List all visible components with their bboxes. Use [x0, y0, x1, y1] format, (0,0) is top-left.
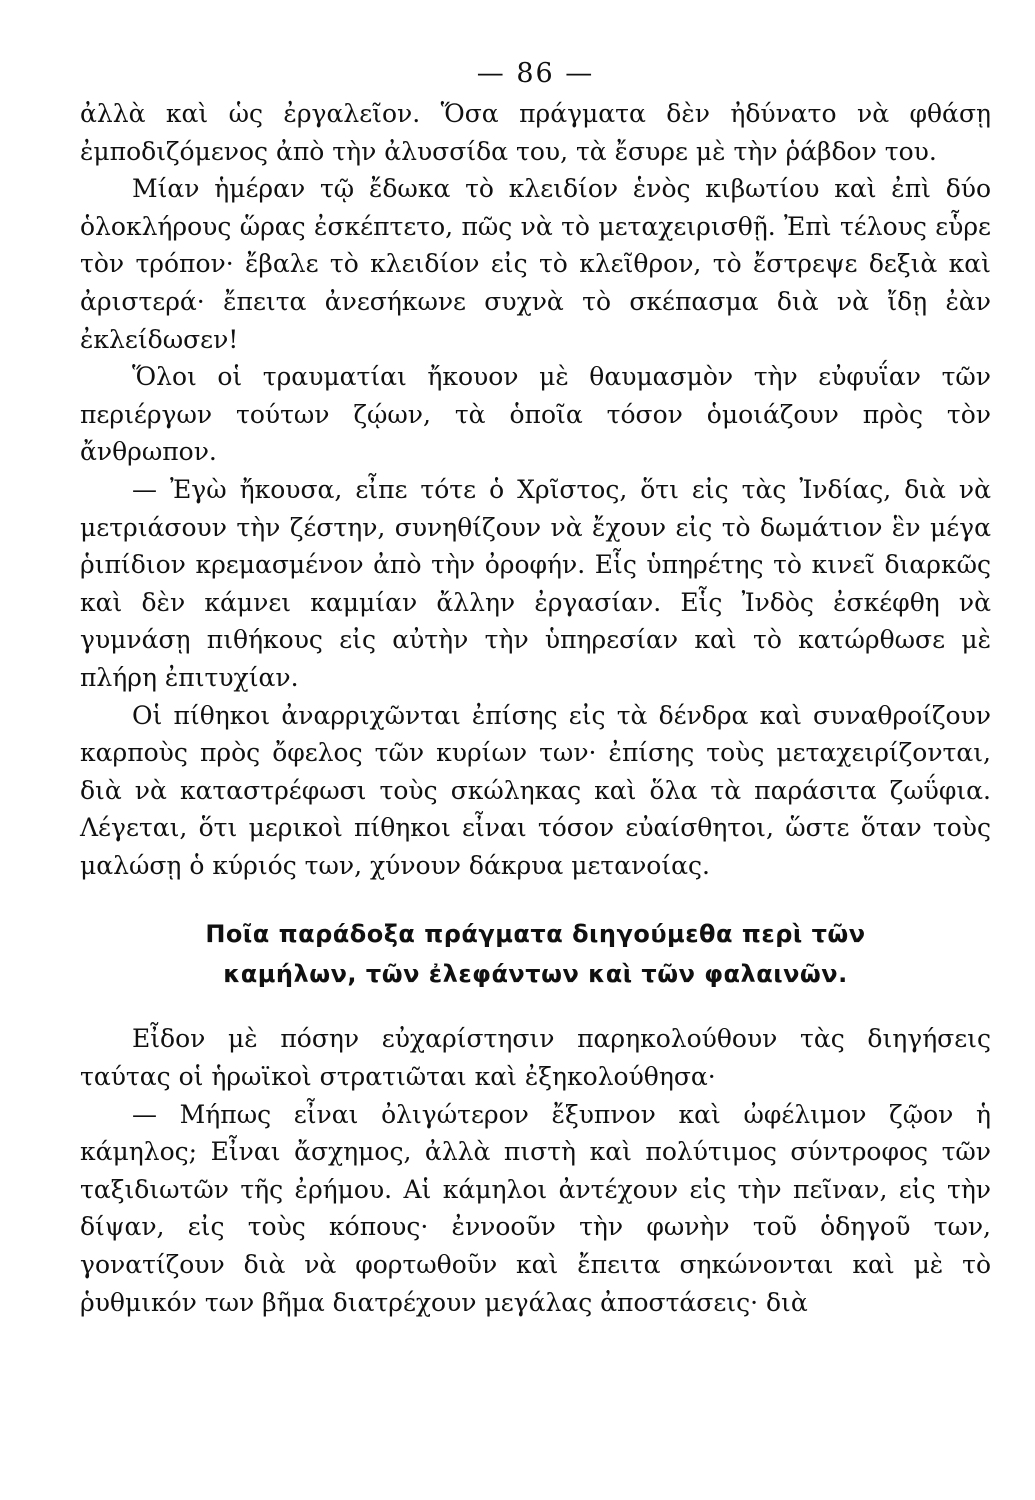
- section-heading: [80, 914, 991, 994]
- paragraph-key-story: Μίαν ἡμέραν τῷ ἔδωκα τὸ κλειδίον ἑνὸς κιβωτίου καὶ ἐπὶ δύο ὁλοκλήρους ὥρας ἐσκέπτετο, πῶς νὰ τὸ μεταχειρισθῇ. Ἐπὶ τέλους εὗρε τὸν τρόπον· ἔβαλε τὸ κλειδίον εἰς τὸ κλεῖθρον, τὸ ἔστρεψε δεξιὰ καὶ ἀριστερά· ἔπειτα ἀνεσήκωνε συχνὰ τὸ σκέπασμα διὰ νὰ ἴδῃ ἐὰν ἐκλείδωσεν!: [80, 174, 991, 354]
- paragraph-camel: — Μήπως εἶναι ὀλιγώτερον ἔξυπνον καὶ ὠφέλιμον ζῷον ἡ κάμηλος; Εἶναι ἄσχημος, ἀλλὰ πιστὴ καὶ πολύτιμος σύντροφος τῶν ταξιδιωτῶν τῆς ἐρήμου. Αἱ κάμηλοι ἀντέχουν εἰς τὴν πεῖναν, εἰς τὴν δίψαν, εἰς τοὺς κόπους· ἐννοοῦν τὴν φωνὴν τοῦ ὁδηγοῦ των, γονατίζουν διὰ νὰ φορτωθοῦν καὶ ἔπειτα σηκώνονται καὶ μὲ τὸ ῥυθμικόν των βῆμα διατρέχουν μεγάλας ἀποστάσεις· διὰ: [80, 1099, 991, 1317]
- section-heading-line-1: Ποῖα παράδοξα πράγματα διηγούμεθα περὶ τῶν: [205, 920, 866, 949]
- section-heading-line-2: καμήλων, τῶν ἐλεφάντων καὶ τῶν φαλαινῶν.: [223, 960, 848, 989]
- paragraph-christos-india: — Ἐγὼ ἤκουσα, εἶπε τότε ὁ Χρῖστος, ὅτι εἰς τὰς Ἰνδίας, διὰ νὰ μετριάσουν τὴν ζέστην, συνηθίζουν νὰ ἔχουν εἰς τὸ δωμάτιον ἓν μέγα ῥιπίδιον κρεμασμένον ἀπὸ τὴν ὀροφήν. Εἷς ὑπηρέτης τὸ κινεῖ διαρκῶς καὶ δὲν κάμνει καμμίαν ἄλλην ἐργασίαν. Εἷς Ἰνδὸς ἐσκέφθη νὰ γυμνάσῃ πιθήκους εἰς αὐτὴν τὴν ὑπηρεσίαν καὶ τὸ κατώρθωσε μὲ πλήρη ἐπιτυχίαν.: [80, 474, 991, 692]
- paragraph-monkeys-climb: Οἱ πίθηκοι ἀναρριχῶνται ἐπίσης εἰς τὰ δένδρα καὶ συναθροίζουν καρποὺς πρὸς ὄφελος τῶν κυρίων των· ἐπίσης τοὺς μεταχειρίζονται, διὰ νὰ καταστρέφωσι τοὺς σκώληκας καὶ ὅλα τὰ παράσιτα ζωΰφια. Λέγεται, ὅτι μερικοὶ πίθηκοι εἶναι τόσον εὐαίσθητοι, ὥστε ὅταν τοὺς μαλώσῃ ὁ κύριός των, χύνουν δάκρυα μετανοίας.: [80, 700, 991, 880]
- paragraph-saw-pleasure: Εἶδον μὲ πόσην εὐχαρίστησιν παρηκολούθουν τὰς διηγήσεις ταύτας οἱ ἡρωϊκοὶ στρατιῶται καὶ ἐξηκολούθησα·: [80, 1024, 991, 1092]
- paragraph-continuation: ἀλλὰ καὶ ὡς ἐργαλεῖον. Ὅσα πράγματα δὲν ἠδύνατο νὰ φθάσῃ ἐμποδιζόμενος ἀπὸ τὴν ἀλυσσίδα του, τὰ ἔσυρε μὲ τὴν ῥάβδον του.: [80, 99, 991, 166]
- page-number: — 86 —: [476, 58, 595, 89]
- paragraph-soldiers-listened: Ὅλοι οἱ τραυματίαι ἤκουον μὲ θαυμασμὸν τὴν εὐφυΐαν τῶν περιέργων τούτων ζῴων, τὰ ὁποῖα τόσον ὁμοιάζουν πρὸς τὸν ἄνθρωπον.: [80, 362, 991, 467]
